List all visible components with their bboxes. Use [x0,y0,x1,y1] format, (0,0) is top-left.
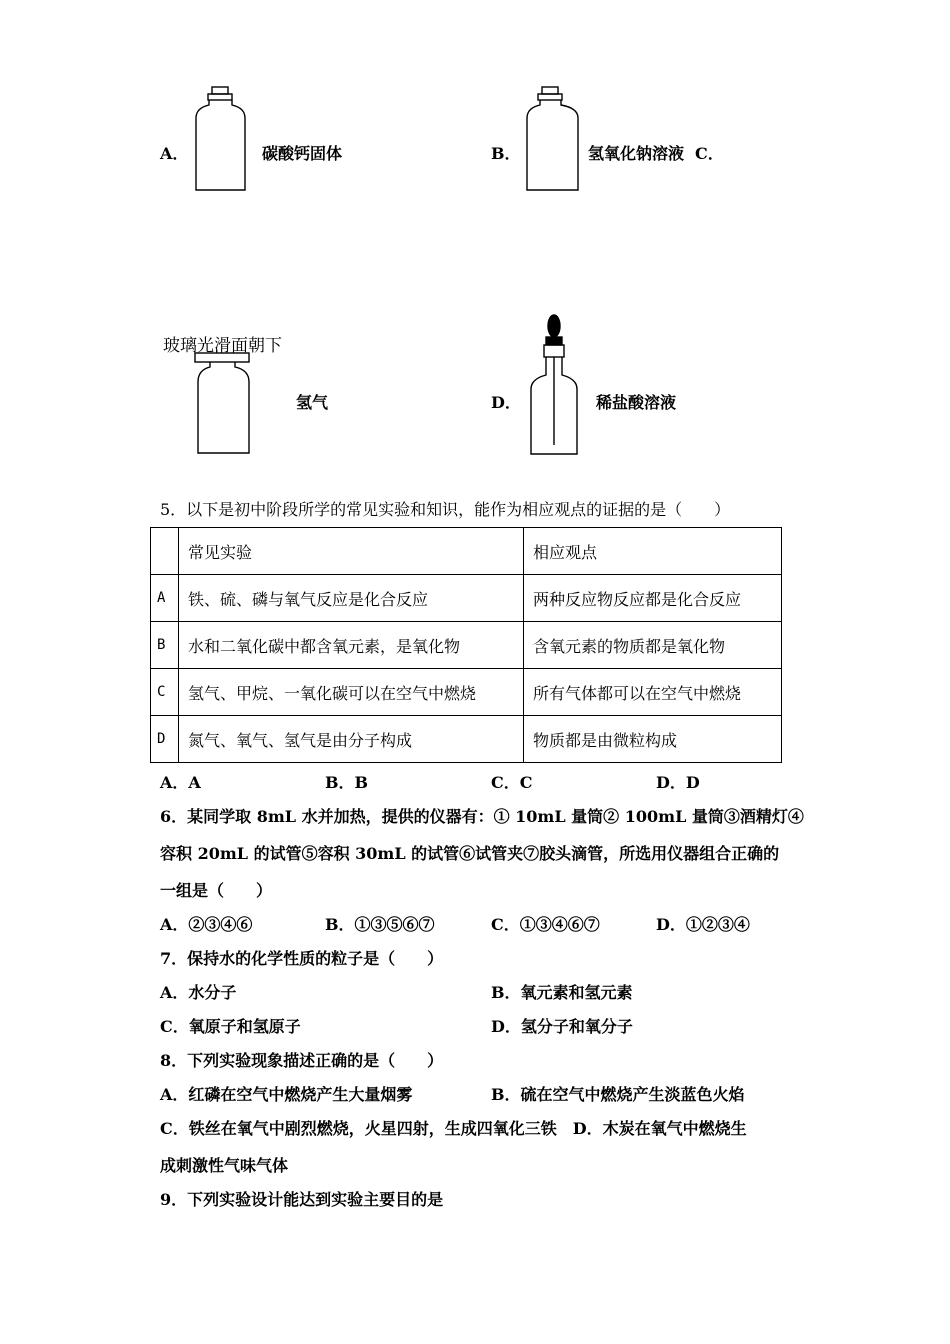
row-viewpoint: 两种反应物反应都是化合反应 [524,575,782,622]
narrow-mouth-bottle-icon [523,86,583,194]
q6-option-b: B．①③⑤⑥⑦ [325,915,435,934]
question-6-line-1: 6．某同学取 8mL 水并加热，提供的仪器有：① 10mL 量筒② 100mL 量筒③酒精灯④ [160,807,804,826]
option-c-label: 氢气 [296,393,329,412]
option-b-label: 氢氧化钠溶液 [588,144,685,163]
question-6-line-2: 容积 20mL 的试管⑤容积 30mL 的试管⑥试管夹⑦胶头滴管，所选用仪器组合正确的 [160,844,780,863]
table-row [151,622,782,669]
gas-collecting-bottle-icon [194,352,254,456]
question-9-stem: 9．下列实验设计能达到实验主要目的是 [160,1190,444,1209]
q6-option-d: D．①②③④ [656,915,750,934]
header-experiment: 常见实验 [179,528,524,575]
row-viewpoint: 含氧元素的物质都是氧化物 [524,622,782,669]
row-key: A [151,575,179,622]
q5-option-b: B．B [325,773,369,792]
row-experiment: 氢气、甲烷、一氧化碳可以在空气中燃烧 [179,669,524,716]
q8-option-a: A．红磷在空气中燃烧产生大量烟雾 [160,1085,413,1104]
question-5-stem: 5．以下是初中阶段所学的常见实验和知识，能作为相应观点的证据的是（ ） [160,500,731,519]
q6-option-a: A．②③④⑥ [160,915,253,934]
question-8-stem: 8．下列实验现象描述正确的是（ ） [160,1051,444,1070]
table-row [151,575,782,622]
q7-option-c: C．氧原子和氢原子 [160,1017,301,1036]
row-experiment: 水和二氧化碳中都含氧元素，是氧化物 [179,622,524,669]
question-6-line-3: 一组是（ ） [160,881,273,900]
row-experiment: 铁、硫、磷与氧气反应是化合反应 [179,575,524,622]
row-key: D [151,716,179,763]
q8-option-c-d: C．铁丝在氧气中剧烈燃烧，火星四射，生成四氧化三铁 D．木炭在氧气中燃烧生 [160,1119,747,1138]
table-header-row [151,528,782,575]
option-a-letter: A． [160,144,189,163]
q5-option-c: C．C [491,773,533,792]
q8-option-b: B．硫在空气中燃烧产生淡蓝色火焰 [491,1085,745,1104]
option-d-label: 稀盐酸溶液 [596,393,677,412]
row-key: C [151,669,179,716]
option-c-caption: 玻璃光滑面朝下 [163,336,282,356]
q7-option-d: D．氢分子和氧分子 [491,1017,633,1036]
row-experiment: 氮气、氧气、氢气是由分子构成 [179,716,524,763]
q5-option-a: A．A [160,773,201,792]
row-viewpoint: 物质都是由微粒构成 [524,716,782,763]
q5-option-d: D．D [656,773,700,792]
option-d-letter: D． [491,393,521,412]
question-7-stem: 7．保持水的化学性质的粒子是（ ） [160,949,444,968]
row-key: B [151,622,179,669]
option-c-letter: C． [695,144,724,163]
table-row [151,716,782,763]
q8-option-d-continued: 成刺激性气味气体 [160,1156,289,1175]
q7-option-a: A．水分子 [160,983,237,1002]
header-viewpoint: 相应观点 [524,528,782,575]
row-viewpoint: 所有气体都可以在空气中燃烧 [524,669,782,716]
q6-option-c: C．①③④⑥⑦ [491,915,600,934]
dropper-bottle-icon [527,313,581,457]
q7-option-b: B．氧元素和氢元素 [491,983,633,1002]
table-row [151,669,782,716]
option-b-letter: B． [491,144,521,163]
option-a-label: 碳酸钙固体 [262,144,343,163]
wide-mouth-bottle-icon [192,86,252,194]
question-5-table [150,527,782,763]
